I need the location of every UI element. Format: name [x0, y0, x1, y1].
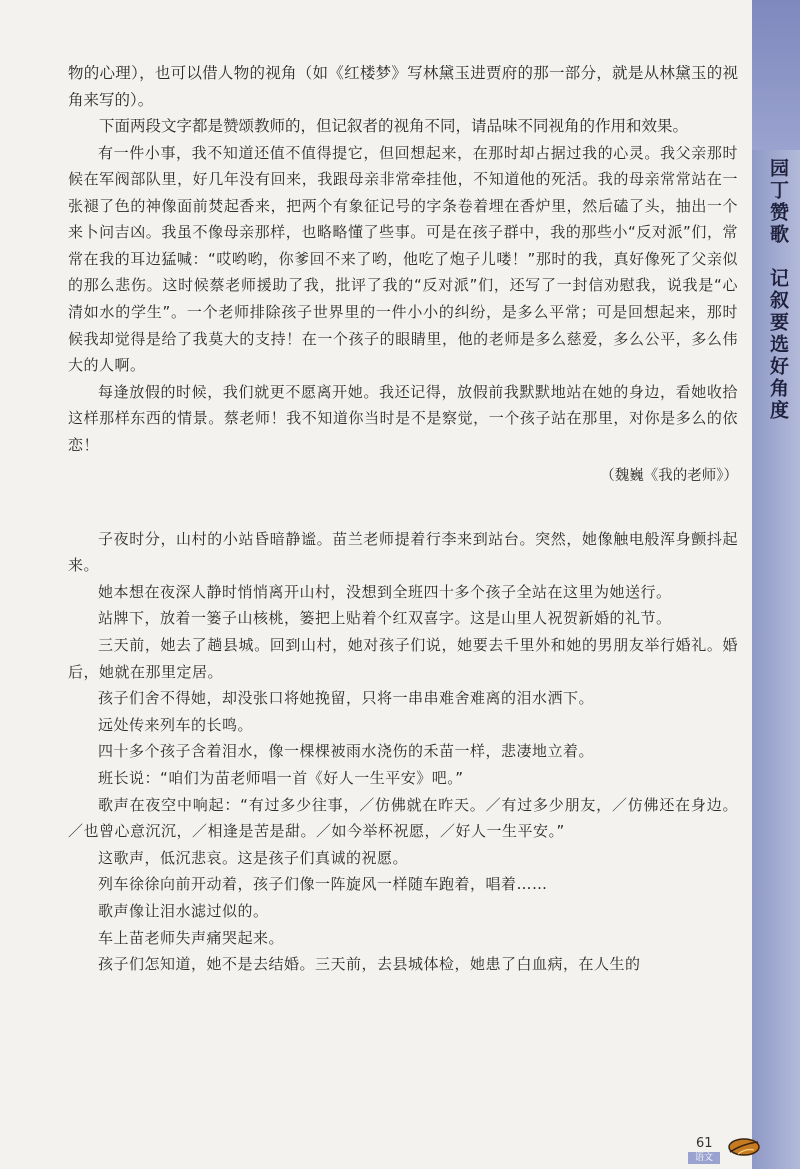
- excerpt-2-paragraph: 孩子们舍不得她，却没张口将她挽留，只将一串串难舍难离的泪水洒下。: [98, 689, 595, 708]
- excerpt-2-paragraph: 她本想在夜深人静时悄悄离开山村，没想到全班四十多个孩子全站在这里为她送行。: [98, 582, 672, 601]
- excerpt-2-paragraph: 远处传来列车的长鸣。: [98, 715, 254, 734]
- excerpt-2-paragraph: 车上苗老师失声痛哭起来。: [98, 928, 285, 947]
- excerpt-1-paragraph: 有一件小事，我不知道还值不值得提它，但回想起来，在那时却占据过我的心灵。我父亲那时候在军阀部队里，好几年没有回来，我跟母亲非常牵挂他，不知道他的死活。我的母亲常常站在一张褪了色的神像面前焚起香来，把两个有象征记号的字条卷着埋在香炉里，然后磕了头，抽出一个来卜问吉凶。我虽不像母亲那样，也略略懂了些事。可是在孩子群中，我的那些小“反对派”们，常常在我的耳边猛喊：“哎哟哟，你爹回不来了哟，他吃了炮子儿喽！”那时的我，真好像死了父亲似的那么悲伤。这时候蔡老师援助了我，批评了我的“反对派”们，还写了一封信劝慰我，说我是“心清如水的学生”。一个老师排除孩子世界里的一件小小的纠纷，是多么平常；可是回想起来，那时候我却觉得是给了我莫大的支持！在一个孩子的眼睛里，他的老师是多么慈爱，多么公平，多么伟大的人啊。: [68, 143, 738, 375]
- excerpt-2-paragraph: 班长说：“咱们为苗老师唱一首《好人一生平安》吧。”: [98, 768, 464, 787]
- excerpt-2-paragraph: 孩子们怎知道，她不是去结婚。三天前，去县城体检，她患了白血病，在人生的: [98, 955, 641, 974]
- excerpt-2-paragraph: 歌声像让泪水滤过似的。: [98, 901, 269, 920]
- excerpt-2-paragraph: 三天前，她去了趟县城。回到山村，她对孩子们说，她要去千里外和她的男朋友举行婚礼。婚后，她就在那里定居。: [68, 636, 738, 681]
- sidebar-topic-label: 记叙要选好角度: [767, 268, 789, 422]
- sidebar-section-label: 园丁赞歌: [767, 158, 789, 246]
- subject-tag: 语文: [688, 1152, 720, 1164]
- excerpt-1-citation: （魏巍《我的老师》）: [600, 467, 738, 484]
- main-content: [68, 60, 738, 978]
- excerpt-1-paragraph: 每逢放假的时候，我们就更不愿离开她。我还记得，放假前我默默地站在她的身边，看她收拾这样那样东西的情景。蔡老师！我不知道你当时是不是察觉，一个孩子站在那里，对你是多么的依恋！: [68, 382, 738, 455]
- intro-paragraph-1: 物的心理），也可以借人物的视角（如《红楼梦》写林黛玉进贾府的那一部分，就是从林黛玉的视角来写的）。: [68, 64, 738, 109]
- excerpt-2-paragraph: 四十多个孩子含着泪水，像一棵棵被雨水浇伤的禾苗一样，悲凄地立着。: [98, 742, 595, 761]
- excerpt-2-paragraph: 这歌声，低沉悲哀。这是孩子们真诚的祝愿。: [98, 848, 409, 867]
- excerpt-2: [68, 526, 738, 978]
- section-gap: [68, 490, 738, 526]
- sidebar-cap: [752, 0, 800, 150]
- excerpt-1: [68, 140, 738, 459]
- intro-paragraph-2: 下面两段文字都是赞颂教师的，但记叙者的视角不同，请品味不同视角的作用和效果。: [99, 117, 689, 135]
- excerpt-2-paragraph: 站牌下，放着一篓子山核桃，篓把上贴着个红双喜字。这是山里人祝贺新婚的礼节。: [98, 609, 672, 628]
- leaf-logo-icon: [724, 1134, 760, 1160]
- page-number: 61: [696, 1136, 713, 1151]
- excerpt-2-paragraph: 子夜时分，山村的小站昏暗静谧。苗兰老师提着行李来到站台。突然，她像触电般浑身颤抖起来。: [68, 529, 738, 575]
- excerpt-2-paragraph: 列车徐徐向前开动着，孩子们像一阵旋风一样随车跑着，唱着……: [98, 875, 548, 894]
- excerpt-2-paragraph: 歌声在夜空中响起：“有过多少往事，／仿佛就在昨天。／有过多少朋友，／仿佛还在身边。／也曾心意沉沉，／相逢是苦是甜。／如今举杯祝愿，／好人一生平安。”: [68, 795, 738, 841]
